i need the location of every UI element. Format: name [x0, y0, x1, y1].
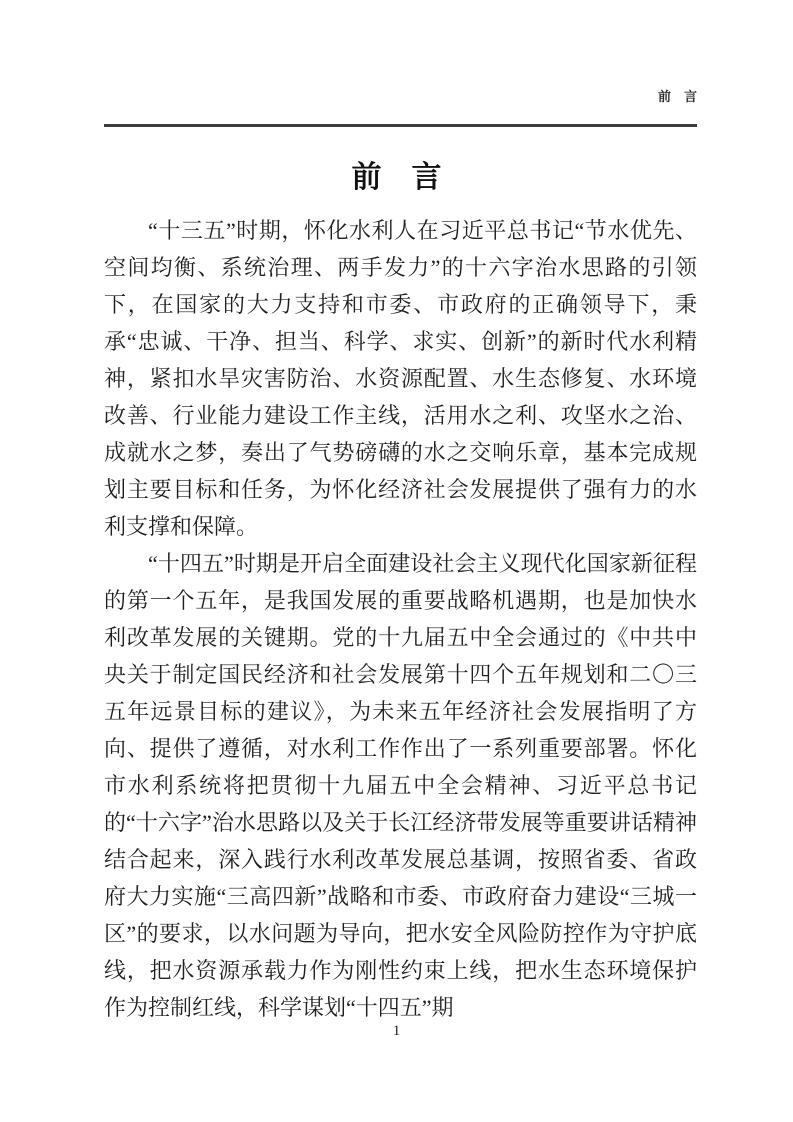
header-rule	[104, 124, 697, 127]
running-header-title: 前 言	[657, 89, 697, 104]
preface-body	[104, 212, 697, 1026]
page-number: 1	[392, 1023, 401, 1039]
running-header	[104, 86, 697, 105]
page-title: 前 言	[351, 161, 442, 194]
preface-paragraph-1: “十三五”时期，怀化水利人在习近平总书记“节水优先、空间均衡、系统治理、两手发力”的十六字治水思路的引领下，在国家的大力支持和市委、市政府的正确领导下，秉承“忠诚、干净、担当、科学、求实、创新”的新时代水利精神，紧扣水旱灾害防治、水资源配置、水生态修复、水环境改善、行业能力建设工作主线，活用水之利、攻坚水之治、成就水之梦，奏出了气势磅礴的水之交响乐章，基本完成规划主要目标和任务，为怀化经济社会发展提供了强有力的水利支撑和保障。	[104, 218, 697, 539]
preface-paragraph-2: “十四五”时期是开启全面建设社会主义现代化国家新征程的第一个五年，是我国发展的重要战略机遇期，也是加快水利改革发展的关键期。党的十九届五中全会通过的《中共中央关于制定国民经济和社会发展第十四个五年规划和二〇三五年远景目标的建议》，为未来五年经济社会发展指明了方向、提供了遵循，对水利工作作出了一系列重要部署。怀化市水利系统将把贯彻十九届五中全会精神、习近平总书记的“十六字”治水思路以及关于长江经济带发展等重要讲话精神结合起来，深入践行水利改革发展总基调，按照省委、省政府大力实施“三高四新”战略和市委、市政府奋力建设“三城一区”的要求，以水问题为导向，把水安全风险防控作为守护底线，把水资源承载力作为刚性约束上线，把水生态环境保护作为控制红线，科学谋划“十四五”期	[104, 551, 697, 1020]
page-footer	[0, 1023, 793, 1040]
